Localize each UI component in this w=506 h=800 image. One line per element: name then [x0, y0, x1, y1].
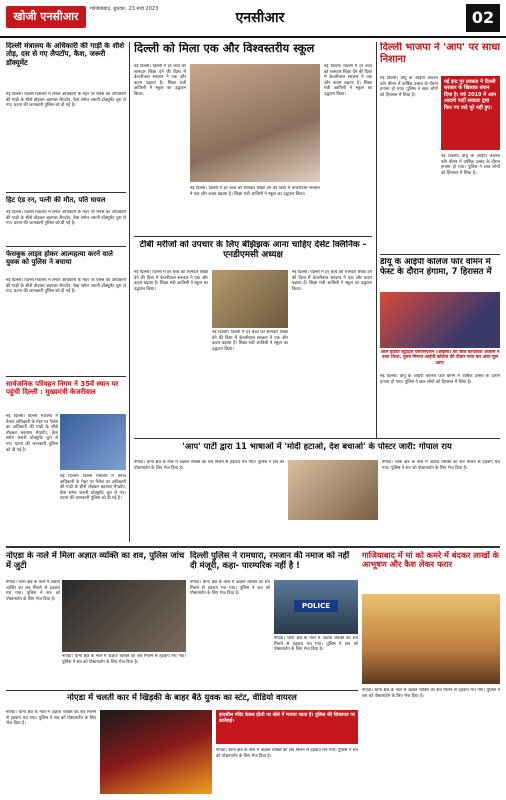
center-article-1: नई दिल्ली। दिल्ली में हर बच्चे को शानदार शिक्षा देने की दिशा में केजरीवाल सरकार ने एक और कदम बढ़ाया है। शिक्षा मंत्री आतिशी ने स्कूल का उद्घाटन किया।	[134, 64, 186, 97]
police-label: POLICE	[294, 600, 338, 612]
car-stunt-photo	[100, 710, 212, 794]
right-article-1: नई दिल्ली। डीयू के आईपी कॉलेज फॉर वीमन में वार्षिक उत्सव के दौरान हंगामा हो गया। पुलिस ने सात लोगों को हिरासत में लिया है।	[380, 76, 438, 98]
police-vehicle-photo	[274, 580, 358, 634]
center-article-1c: नई दिल्ली। दिल्ली में हर बच्चे को शानदार शिक्षा देने की दिशा में केजरीवाल सरकार ने एक और कदम बढ़ाया है। शिक्षा मंत्री आतिशी ने स्कूल का उद्घाटन किया।	[190, 186, 320, 197]
column-rule	[129, 42, 130, 542]
page-number: 02	[466, 4, 500, 32]
bottom-article-4: नोएडा। थाना क्षेत्र के नाले में अज्ञात व्यक्ति का शव मिलने से हड़कंप मच गया। पुलिस ने शव को पोस्टमार्टम के लिए भेज दिया है।	[6, 710, 96, 727]
divider	[380, 254, 500, 255]
banner-headline: 'आप' पार्टी द्वारा 11 भाषाओं में 'मोदी हटाओ, देश बचाओ' के पोस्टर जारी: गोपाल राय	[182, 442, 452, 451]
left-headline-2: हिट एंड रन, पत्नी की मौत, पति घायल	[6, 196, 106, 204]
bottom-article-2b: नोएडा। थाना क्षेत्र के नाले में अज्ञात व्यक्ति का शव मिलने से हड़कंप मच गया। पुलिस ने शव को पोस्टमार्टम के लिए भेज दिया है।	[274, 636, 358, 653]
left-headline-3: फेसबुक लाइव होकर आत्महत्या करने वाले युवक को पुलिस ने बचाया	[6, 250, 113, 267]
college-fest-photo	[380, 292, 500, 348]
divider	[6, 376, 126, 377]
bottom-article-1b: नोएडा। थाना क्षेत्र के नाले में अज्ञात व्यक्ति का शव मिलने से हड़कंप मच गया। पुलिस ने शव को पोस्टमार्टम के लिए भेज दिया है।	[62, 654, 186, 665]
left-article-4b: नई दिल्ली। दिल्ली मंत्रालय में तैनात अधिकारी के मेहर पर पैलेस का अधिकारी की गाड़ी के शीशे तोड़कर बदमाश लैपटॉप, कैश समेत जरूरी डॉक्यूमेंट चुरा ले गए। घटना की जानकारी पुलिस को दी गई है।	[60, 474, 126, 502]
banner-article-b: नोएडा। थाना क्षेत्र के नाले में अज्ञात व्यक्ति का शव मिलने से हड़कंप मच गया। पुलिस ने शव को पोस्टमार्टम के लिए भेज दिया है।	[382, 460, 500, 471]
bottom-headline-2: दिल्ली पुलिस ने रामधारा, रमजान की नमाज को नहीं दी मंजूरी, कहा- पारम्परिक नहीं है !	[190, 551, 350, 570]
left-headline-1: दिल्ली मंत्रालय के अधिकारी की गाड़ी के शीशे तोड़, दस से गए लैपटॉप, कैश, जरूरी डॉक्यूमेंट	[6, 42, 124, 67]
left-article-3: नई दिल्ली। दिल्ली मंत्रालय में तैनात अधिकारी के मेहर पर पैलेस का अधिकारी की गाड़ी के शीशे तोड़कर बदमाश लैपटॉप, कैश समेत जरूरी डॉक्यूमेंट चुरा ले गए। घटना की जानकारी पुलिस को दी गई है।	[6, 278, 126, 295]
divider	[6, 192, 126, 193]
drain-body-photo	[62, 580, 186, 652]
column-rule	[376, 42, 377, 438]
center-article-1b: नई दिल्ली। दिल्ली में हर बच्चे को शानदार शिक्षा देने की दिशा में केजरीवाल सरकार ने एक और कदम बढ़ाया है। शिक्षा मंत्री आतिशी ने स्कूल का उद्घाटन किया।	[324, 64, 372, 97]
center-article-2c: नई दिल्ली। दिल्ली में हर बच्चे को शानदार शिक्षा देने की दिशा में केजरीवाल सरकार ने एक और कदम बढ़ाया है। शिक्षा मंत्री आतिशी ने स्कूल का उद्घाटन किया।	[292, 270, 372, 292]
bottom-headline-4: नोएडा में चलती कार में खिड़की के बाहर बैठे युवक का स्टंट, वीडियो वायरल	[67, 693, 297, 702]
left-article-1: नई दिल्ली। दिल्ली मंत्रालय में तैनात अधिकारी के मेहर पर पैलेस का अधिकारी की गाड़ी के शीशे तोड़कर बदमाश लैपटॉप, कैश समेत जरूरी डॉक्यूमेंट चुरा ले गए। घटना की जानकारी पुलिस को दी गई है।	[6, 92, 126, 109]
dateline: गाजियाबाद, बुधवार, 23 मार्च 2023	[90, 6, 159, 12]
kejriwal-photo	[60, 414, 126, 470]
bottom-headline-3: गाजियाबाद में मां को कमरे में बंदकर लाखों के आभूषण और कैश लेकर फरार	[362, 551, 499, 570]
center-headline-2: टीबी मरीजों को उपचार के लिए बेझिझक आना चाहिए देसेट क्लिनिक - एनडीएमसी अध्यक्ष	[139, 240, 367, 261]
note-box	[216, 710, 358, 744]
bottom-headline-1: नोएडा के नाले में मिला अज्ञात व्यक्ति का शव, पुलिस जांच में जुटी	[6, 551, 185, 570]
banner-article: नोएडा। थाना क्षेत्र के नाले में अज्ञात व्यक्ति का शव मिलने से हड़कंप मच गया। पुलिस ने शव को पोस्टमार्टम के लिए भेज दिया है।	[134, 460, 284, 471]
right-headline-2: डीयू के आईपी कॉलेज फॉर वीमन में फेस्ट के दौरान हंगामा, 7 हिरासत में	[380, 258, 492, 277]
section-divider	[6, 546, 500, 548]
right-article-2: नई दिल्ली। डीयू के आईपी कॉलेज फॉर वीमन में वार्षिक उत्सव के दौरान हंगामा हो गया। पुलिस ने सात लोगों को हिरासत में लिया है।	[380, 374, 500, 385]
center-article-2: नई दिल्ली। दिल्ली में हर बच्चे को शानदार शिक्षा देने की दिशा में केजरीवाल सरकार ने एक और कदम बढ़ाया है। शिक्षा मंत्री आतिशी ने स्कूल का उद्घाटन किया।	[134, 270, 208, 292]
left-article-4: नई दिल्ली। दिल्ली मंत्रालय में तैनात अधिकारी के मेहर पर पैलेस का अधिकारी की गाड़ी के शीशे तोड़कर बदमाश लैपटॉप, कैश समेत जरूरी डॉक्यूमेंट चुरा ले गए। घटना की जानकारी पुलिस को दी गई है।	[6, 414, 58, 453]
note-box-text: हादसील मंदिर केवल होली पर खेले में मनाया जाता है। पुलिस की शिकायत पर कार्रवाई।	[219, 713, 355, 724]
gopal-rai-photo	[288, 460, 378, 520]
divider	[6, 246, 126, 247]
highlight-box-text: नई इन्द्र पुर प्रवक्ता ने दिल्ली सरकार के खिलाफ़ बयान दिया है। वर्ष 2019 में आम आदमी पार्टी सरकार द्वारा किए गए वादे पूरे नहीं हुए।	[444, 79, 497, 111]
bottom-article-1: नोएडा। थाना क्षेत्र के नाले में अज्ञात व्यक्ति का शव मिलने से हड़कंप मच गया। पुलिस ने शव को पोस्टमार्टम के लिए भेज दिया है।	[6, 580, 60, 602]
section-title: एनसीआर	[235, 10, 285, 26]
newspaper-logo: खोजी एनसीआर	[6, 6, 86, 28]
bottom-article-4b: नोएडा। थाना क्षेत्र के नाले में अज्ञात व्यक्ति का शव मिलने से हड़कंप मच गया। पुलिस ने शव को पोस्टमार्टम के लिए भेज दिया है।	[216, 748, 358, 759]
photo-caption: ऑल इंडिया स्टूडेंट्स एसोसिएशन (आइसा) की छात्र कार्यकर्ता अंजलि ने दावा किया, पुरुष मिराज आईपी कॉलेज की दीवार फांद कर अंदर घुस आए।	[380, 350, 500, 366]
divider	[6, 690, 358, 691]
highlight-box	[441, 76, 500, 150]
left-article-2: नई दिल्ली। दिल्ली मंत्रालय में तैनात अधिकारी के मेहर पर पैलेस का अधिकारी की गाड़ी के शीशे तोड़कर बदमाश लैपटॉप, कैश समेत जरूरी डॉक्यूमेंट चुरा ले गए। घटना की जानकारी पुलिस को दी गई है।	[6, 210, 126, 227]
center-headline-1: दिल्ली को मिला एक और विश्वस्तरीय स्कूल	[134, 42, 315, 55]
bottom-article-3: नोएडा। थाना क्षेत्र के नाले में अज्ञात व्यक्ति का शव मिलने से हड़कंप मच गया। पुलिस ने शव को पोस्टमार्टम के लिए भेज दिया है।	[362, 688, 500, 699]
jewellery-theft-photo	[362, 594, 500, 684]
bottom-article-2: नोएडा। थाना क्षेत्र के नाले में अज्ञात व्यक्ति का शव मिलने से हड़कंप मच गया। पुलिस ने शव को पोस्टमार्टम के लिए भेज दिया है।	[190, 580, 270, 597]
right-headline-1: दिल्ली भाजपा ने 'आप' पर साधा निशाना	[380, 42, 500, 65]
divider	[134, 236, 372, 237]
left-headline-4: सार्वजनिक परिवहन निगम ने 35वें स्थान पर पहुंची दिल्ली : मुख्यमंत्री केजरीवाल	[6, 380, 119, 397]
tb-clinic-photo	[212, 270, 288, 328]
center-article-2b: नई दिल्ली। दिल्ली में हर बच्चे को शानदार शिक्षा देने की दिशा में केजरीवाल सरकार ने एक और कदम बढ़ाया है। शिक्षा मंत्री आतिशी ने स्कूल का उद्घाटन किया।	[212, 330, 288, 352]
school-inauguration-photo	[190, 64, 320, 182]
divider	[134, 438, 500, 439]
masthead	[0, 0, 506, 38]
right-article-1b: नई दिल्ली। डीयू के आईपी कॉलेज फॉर वीमन में वार्षिक उत्सव के दौरान हंगामा हो गया। पुलिस ने सात लोगों को हिरासत में लिया है।	[441, 154, 500, 176]
